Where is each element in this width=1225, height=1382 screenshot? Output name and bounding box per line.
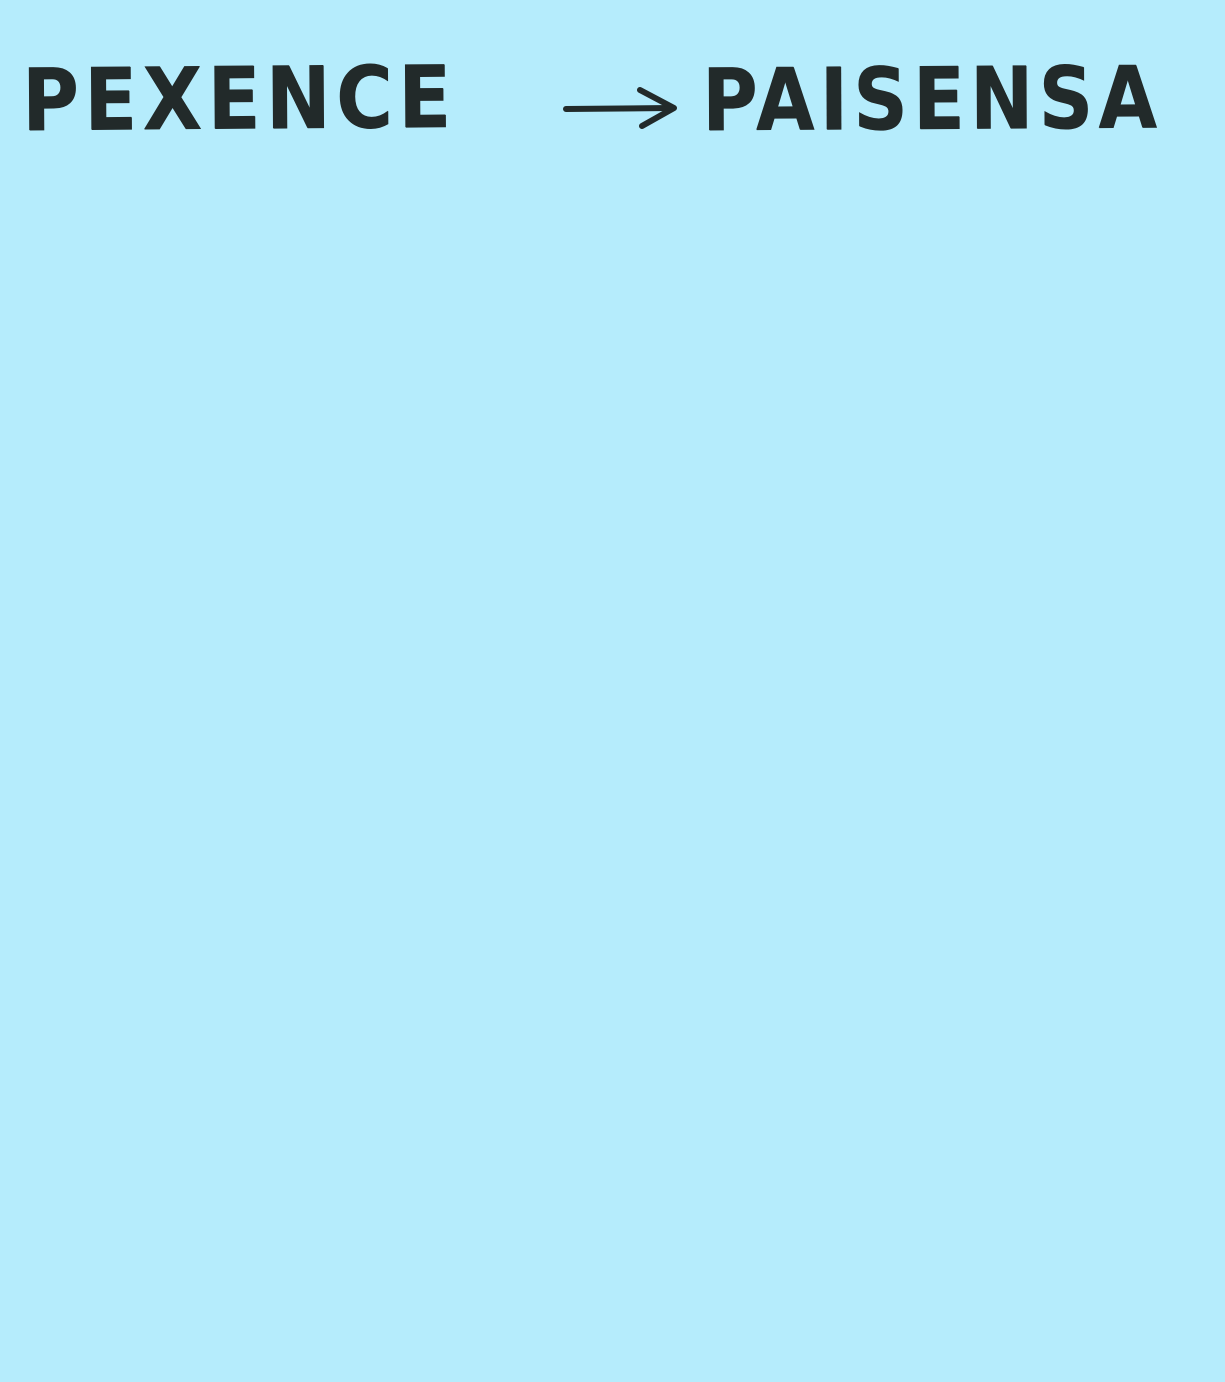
handwritten-line <box>22 40 1202 170</box>
target-word: PAISENSA <box>701 48 1163 151</box>
right-arrow-icon <box>562 82 682 132</box>
source-word: PEXENCE <box>21 47 457 151</box>
